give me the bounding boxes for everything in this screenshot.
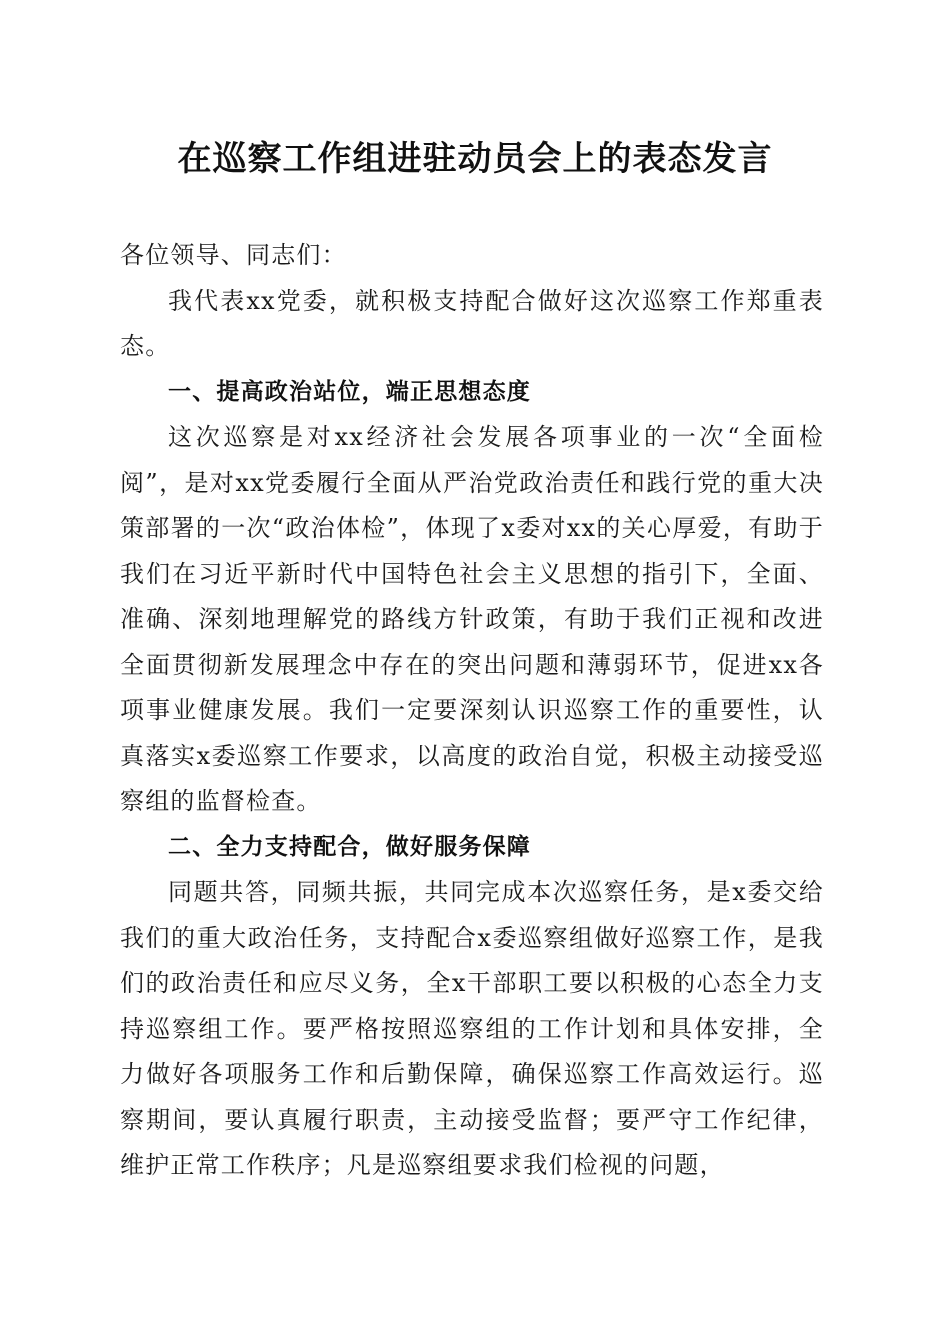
section-heading-1: 一、提高政治站位，端正思想态度 bbox=[168, 378, 531, 405]
section-heading-2: 二、全力支持配合，做好服务保障 bbox=[168, 833, 531, 860]
document-title: 在巡察工作组进驻动员会上的表态发言 bbox=[177, 139, 773, 179]
greeting: 各位领导、同志们： bbox=[120, 241, 347, 269]
section-paragraph-2: 同题共答，同频共振，共同完成本次巡察任务，是x委交给我们的重大政治任务，支持配合x委巡察组做好巡察工作，是我们的政治责任和应尽义务，全x干部职工要以积极的心态全力支持巡察组工作。要严格按照巡察组的工作计划和具体安排，全力做好各项服务工作和后勤保障，确保巡察工作高效运行。巡察期间，要认真履行职责，主动接受监督；要严守工作纪律，维护正常工作秩序；凡是巡察组要求我们检视的问题， bbox=[120, 878, 824, 1179]
section-paragraph-1: 这次巡察是对xx经济社会发展各项事业的一次“全面检阅”，是对xx党委履行全面从严治党政治责任和践行党的重大决策部署的一次“政治体检”，体现了x委对xx的关心厚爱，有助于我们在习近平新时代中国特色社会主义思想的指引下，全面、准确、深刻地理解党的路线方针政策，有助于我们正视和改进全面贯彻新发展理念中存在的突出问题和薄弱环节，促进xx各项事业健康发展。我们一定要深刻认识巡察工作的重要性，认真落实x委巡察工作要求，以高度的政治自觉，积极主动接受巡察组的监督检查。 bbox=[120, 423, 824, 815]
document-body bbox=[120, 233, 824, 1189]
intro-paragraph: 我代表xx党委，就积极支持配合做好这次巡察工作郑重表态。 bbox=[120, 286, 824, 360]
